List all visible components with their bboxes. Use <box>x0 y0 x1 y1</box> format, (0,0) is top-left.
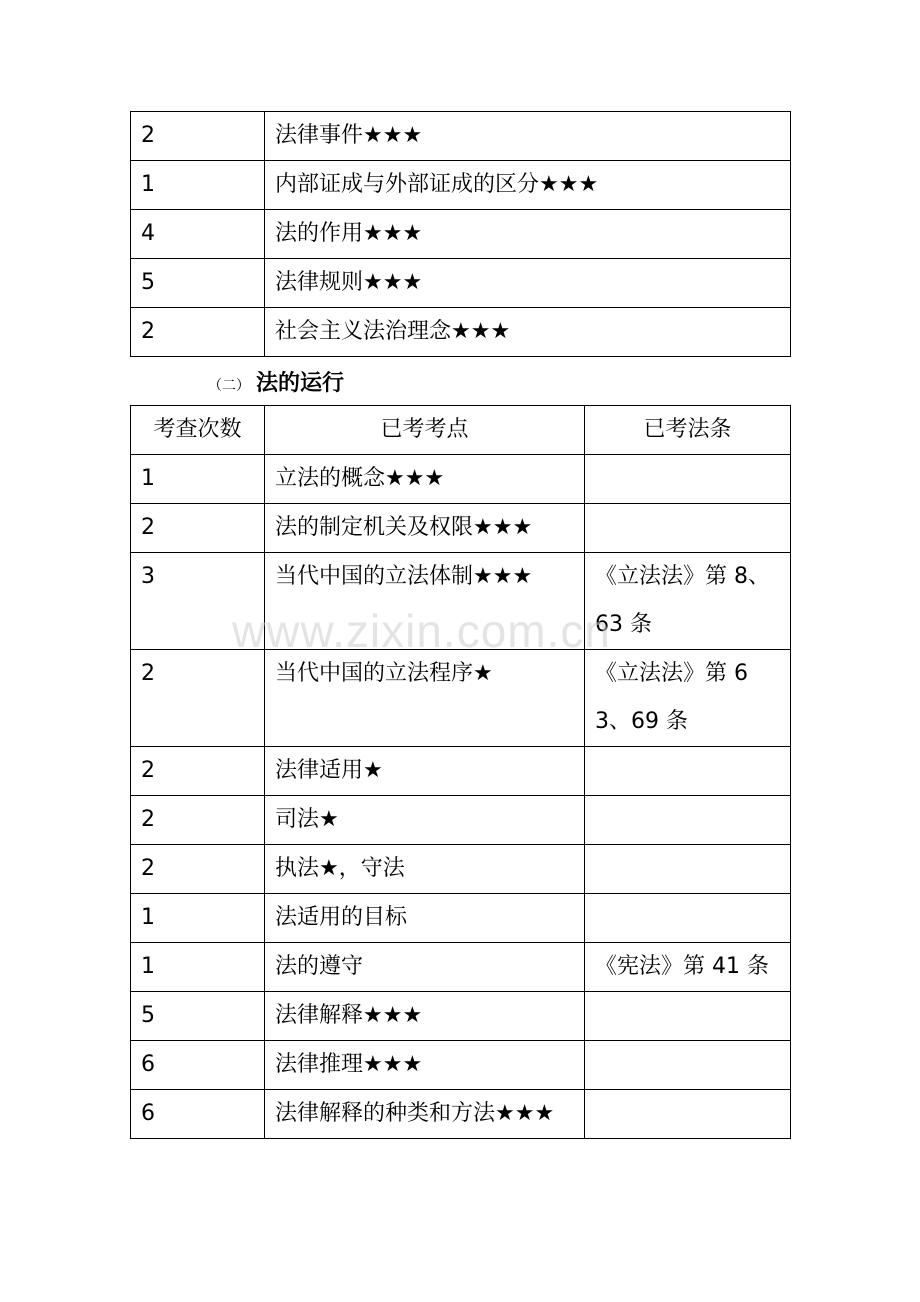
law-cell <box>585 504 791 553</box>
count-cell: 1 <box>131 161 265 210</box>
law-cell <box>585 1090 791 1139</box>
table-header-row <box>131 406 791 455</box>
count-cell: 6 <box>131 1090 265 1139</box>
table-row <box>131 796 791 845</box>
table-row <box>131 747 791 796</box>
count-cell: 2 <box>131 112 265 161</box>
point-cell: 执法★，守法 <box>265 845 585 894</box>
point-cell: 法适用的目标 <box>265 894 585 943</box>
law-cell <box>585 894 791 943</box>
point-cell: 当代中国的立法体制★★★ <box>265 553 585 650</box>
point-cell: 社会主义法治理念★★★ <box>265 308 791 357</box>
table-row <box>131 455 791 504</box>
count-cell: 5 <box>131 992 265 1041</box>
law-cell <box>585 455 791 504</box>
table-row <box>131 845 791 894</box>
count-cell: 2 <box>131 504 265 553</box>
point-cell: 法律规则★★★ <box>265 259 791 308</box>
count-cell: 6 <box>131 1041 265 1090</box>
count-cell: 1 <box>131 943 265 992</box>
table-row <box>131 112 791 161</box>
count-cell: 5 <box>131 259 265 308</box>
header-point: 已考考点 <box>265 406 585 455</box>
point-cell: 法的遵守 <box>265 943 585 992</box>
table-row <box>131 259 791 308</box>
section-heading <box>208 366 344 404</box>
table-row <box>131 161 791 210</box>
point-cell: 法的制定机关及权限★★★ <box>265 504 585 553</box>
law-operation-table <box>130 405 791 1139</box>
top-points-table <box>130 111 791 357</box>
law-cell <box>585 992 791 1041</box>
point-cell: 法律推理★★★ <box>265 1041 585 1090</box>
table-row <box>131 553 791 650</box>
table-row <box>131 894 791 943</box>
law-cell <box>585 747 791 796</box>
header-count: 考查次数 <box>131 406 265 455</box>
section-title: 法的运行 <box>256 371 345 396</box>
count-cell: 1 <box>131 894 265 943</box>
law-cell <box>585 845 791 894</box>
header-law: 已考法条 <box>585 406 791 455</box>
watermark-text: www.zixin.com.cn <box>232 605 611 657</box>
point-cell: 法的作用★★★ <box>265 210 791 259</box>
law-cell <box>585 1041 791 1090</box>
table-row <box>131 308 791 357</box>
table-row <box>131 210 791 259</box>
point-cell: 当代中国的立法程序★ <box>265 650 585 747</box>
table-row <box>131 943 791 992</box>
count-cell: 2 <box>131 650 265 747</box>
table-row <box>131 1041 791 1090</box>
table-row <box>131 1090 791 1139</box>
table-row <box>131 504 791 553</box>
count-cell: 3 <box>131 553 265 650</box>
point-cell: 司法★ <box>265 796 585 845</box>
count-cell: 2 <box>131 845 265 894</box>
count-cell: 4 <box>131 210 265 259</box>
law-cell: 《立法法》第 63、69 条 <box>585 650 791 747</box>
point-cell: 法律适用★ <box>265 747 585 796</box>
table-row <box>131 992 791 1041</box>
point-cell: 法律解释的种类和方法★★★ <box>265 1090 585 1139</box>
count-cell: 2 <box>131 747 265 796</box>
point-cell: 立法的概念★★★ <box>265 455 585 504</box>
law-cell: 《宪法》第 41 条 <box>585 943 791 992</box>
section-number: （二） <box>208 378 250 394</box>
law-cell: 《立法法》第 8、63 条 <box>585 553 791 650</box>
law-cell <box>585 796 791 845</box>
count-cell: 2 <box>131 796 265 845</box>
count-cell: 1 <box>131 455 265 504</box>
point-cell: 法律事件★★★ <box>265 112 791 161</box>
point-cell: 法律解释★★★ <box>265 992 585 1041</box>
table-row <box>131 650 791 747</box>
point-cell: 内部证成与外部证成的区分★★★ <box>265 161 791 210</box>
count-cell: 2 <box>131 308 265 357</box>
